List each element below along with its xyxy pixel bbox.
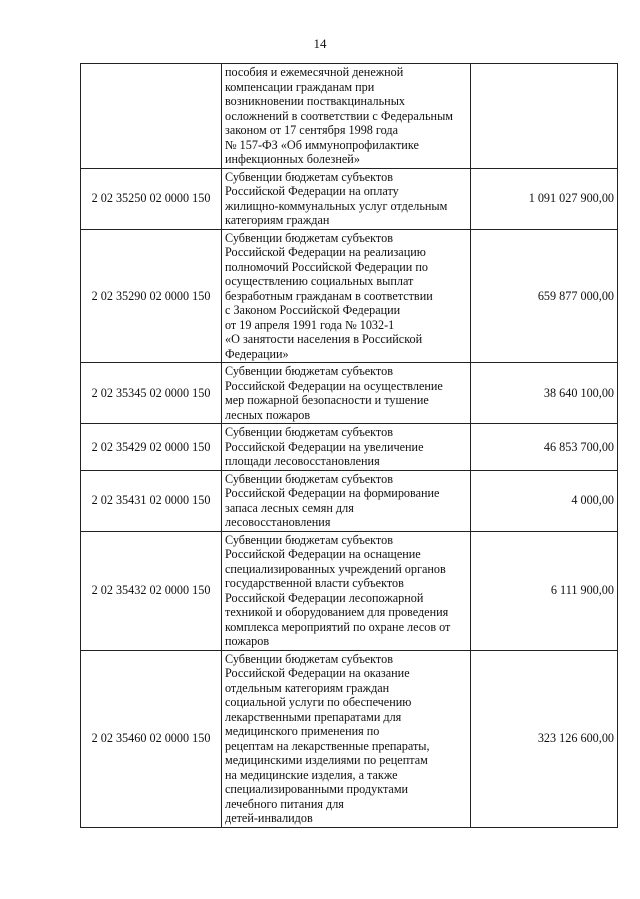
budget-code-cell xyxy=(81,64,222,169)
description-cell: Субвенции бюджетам субъектов Российской Федерации на реализацию полномочий Российской Федерации по осуществлению социальных выплат безработным гражданам в соответствии с Законом Российской Федерации от 19 апреля 1991 года № 1032-1 «О занятости населения в Российской Федерации» xyxy=(222,229,471,363)
table-row xyxy=(81,64,618,169)
budget-code-cell: 2 02 35432 02 0000 150 xyxy=(81,531,222,650)
description-cell: Субвенции бюджетам субъектов Российской Федерации на формирование запаса лесных семян для лесовосстановления xyxy=(222,470,471,531)
table-row xyxy=(81,470,618,531)
amount-cell: 6 111 900,00 xyxy=(471,531,618,650)
amount-cell: 38 640 100,00 xyxy=(471,363,618,424)
description-cell: Субвенции бюджетам субъектов Российской Федерации на осуществление мер пожарной безопасности и тушение лесных пожаров xyxy=(222,363,471,424)
budget-code-cell: 2 02 35345 02 0000 150 xyxy=(81,363,222,424)
budget-code-cell: 2 02 35460 02 0000 150 xyxy=(81,650,222,827)
budget-code-cell: 2 02 35431 02 0000 150 xyxy=(81,470,222,531)
page-number: 14 xyxy=(313,36,327,51)
table-row xyxy=(81,650,618,827)
amount-cell: 323 126 600,00 xyxy=(471,650,618,827)
description-cell: Субвенции бюджетам субъектов Российской Федерации на увеличение площади лесовосстановления xyxy=(222,424,471,471)
amount-cell: 1 091 027 900,00 xyxy=(471,168,618,229)
description-cell: Субвенции бюджетам субъектов Российской Федерации на оснащение специализированных учреждений органов государственной власти субъектов Российской Федерации лесопожарной техникой и оборудованием для проведения комплекса мероприятий по охране лесов от пожаров xyxy=(222,531,471,650)
amount-cell xyxy=(471,64,618,169)
budget-table xyxy=(80,63,618,828)
budget-table-body xyxy=(81,64,618,828)
budget-code-cell: 2 02 35250 02 0000 150 xyxy=(81,168,222,229)
table-row xyxy=(81,424,618,471)
amount-cell: 4 000,00 xyxy=(471,470,618,531)
budget-code-cell: 2 02 35290 02 0000 150 xyxy=(81,229,222,363)
amount-cell: 659 877 000,00 xyxy=(471,229,618,363)
amount-cell: 46 853 700,00 xyxy=(471,424,618,471)
description-cell: Субвенции бюджетам субъектов Российской Федерации на оказание отдельным категориям граждан социальной услуги по обеспечению лекарственными препаратами для медицинского применения по рецептам на лекарственные препараты, медицинскими изделиями по рецептам на медицинские изделия, а также специализированными продуктами лечебного питания для детей-инвалидов xyxy=(222,650,471,827)
table-row xyxy=(81,531,618,650)
table-row xyxy=(81,363,618,424)
description-cell: пособия и ежемесячной денежной компенсации гражданам при возникновении поствакцинальных осложнений в соответствии с Федеральным законом от 17 сентября 1998 года № 157-ФЗ «Об иммунопрофилактике инфекционных болезней» xyxy=(222,64,471,169)
table-row xyxy=(81,229,618,363)
budget-code-cell: 2 02 35429 02 0000 150 xyxy=(81,424,222,471)
description-cell: Субвенции бюджетам субъектов Российской Федерации на оплату жилищно-коммунальных услуг отдельным категориям граждан xyxy=(222,168,471,229)
table-row xyxy=(81,168,618,229)
